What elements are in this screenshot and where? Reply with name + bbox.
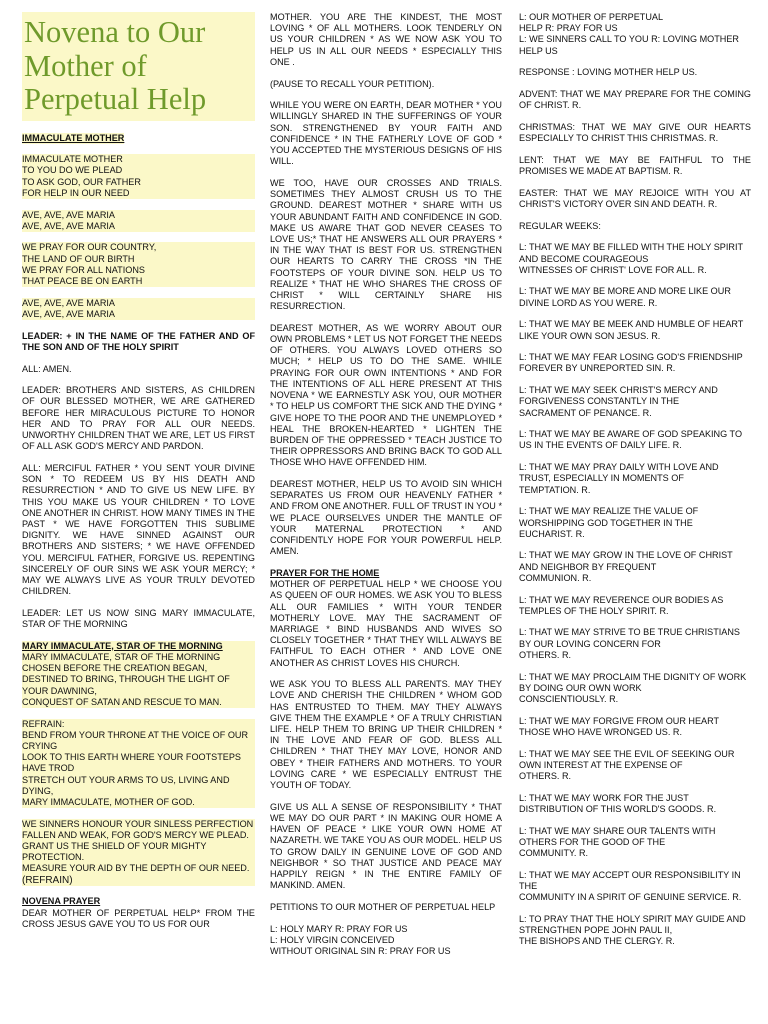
petition-item (519, 242, 751, 276)
pause-instruction: (PAUSE TO RECALL YOUR PETITION). (270, 78, 435, 89)
petition-line: COMMUNION. R. (519, 572, 592, 583)
petition-line: L: THAT WE MAY PRAY DAILY WITH LOVE AND TRUST, ESPECIALLY IN MOMENTS OF (519, 462, 719, 484)
petition-item (519, 870, 751, 904)
petition-line: TEMPTATION. R. (519, 484, 591, 495)
petition-line: L: THAT WE MAY FEAR LOSING GOD'S FRIENDSHIP FOREVER BY UNREPORTED SIN. R. (519, 352, 743, 374)
verse-line: AVE, AVE, AVE MARIA (22, 297, 115, 308)
refrain-tag: (REFRAIN) (22, 874, 73, 886)
verse-line: IMMACULATE MOTHER (22, 154, 123, 165)
litany-line: HELP R: PRAY FOR US (519, 23, 618, 34)
column-middle (270, 12, 502, 968)
hymn-mary-immaculate (22, 641, 255, 708)
leader-introduction: LEADER: BROTHERS AND SISTERS, AS CHILDREN OF OUR BLESSED MOTHER, WE ARE GATHERED BEFORE HER MIRACULOUS PICTURE TO HONOR HER AND TO PRAY FOR ALL OUR NEEDS. UNWORTHY CHILDREN THAT WE ARE, LET US FIRST OF ALL ASK GOD'S MERCY AND PARDON. (22, 385, 255, 452)
petition-item (519, 385, 751, 419)
regular-weeks-heading: REGULAR WEEKS: (519, 220, 601, 231)
verse-line: FALLEN AND WEAK, FOR GOD'S MERCY WE PLEAD. (22, 829, 249, 840)
petition-line: L: THAT WE MAY BE MORE AND MORE LIKE OUR DIVINE LORD AS YOU WERE. R. (519, 286, 731, 308)
prayer-for-home-section (270, 568, 502, 669)
verse-line: THAT PEACE BE ON EARTH (22, 276, 143, 287)
petition-christmas: CHRISTMAS: THAT WE MAY GIVE OUR HEARTS ESPECIALLY TO CHRIST THIS CHRISTMAS. R. (519, 121, 751, 144)
verse-line: TO ASK GOD, OUR FATHER (22, 176, 141, 187)
petition-line: OTHERS. R. (519, 649, 572, 660)
hymn-refrain (22, 719, 255, 809)
petition-line: L: THAT WE MAY REALIZE THE VALUE OF WORSHIPPING GOD TOGETHER IN THE (519, 506, 699, 528)
petition-list (519, 242, 751, 947)
document-title: Novena to Our Mother of Perpetual Help (22, 12, 255, 121)
petition-item (519, 672, 751, 706)
verse-line: WE PRAY FOR OUR COUNTRY, (22, 242, 157, 253)
verse-line: MARY IMMACULATE, STAR OF THE MORNING (22, 652, 221, 663)
petition-line: L: THAT WE MAY SHARE OUR TALENTS WITH OTHERS FOR THE GOOD OF THE (519, 825, 716, 847)
column-right (519, 12, 751, 958)
petition-item (519, 716, 751, 738)
litany-opening (519, 12, 751, 57)
petition-line: EUCHARIST. R. (519, 528, 585, 539)
petition-line: THE BISHOPS AND THE CLERGY. R. (519, 936, 675, 947)
leader-sing-instruction: LEADER: LET US NOW SING MARY IMMACULATE, STAR OF THE MORNING (22, 607, 255, 630)
verse-line: REFRAIN: (22, 718, 65, 729)
petition-line: L: THAT WE MAY BE AWARE OF GOD SPEAKING TO US IN THE EVENTS OF DAILY LIFE. R. (519, 429, 743, 451)
petition-item (519, 826, 751, 860)
novena-prayer-text: DEAR MOTHER OF PERPETUAL HELP* FROM THE CROSS JESUS GAVE YOU TO US FOR OUR (22, 907, 255, 929)
petition-item (519, 429, 751, 451)
verse-line: FOR HELP IN OUR NEED (22, 187, 130, 198)
hymn-ave-1 (22, 210, 255, 232)
novena-prayer-section (22, 896, 255, 930)
verse-line: THE LAND OF OUR BIRTH (22, 253, 135, 264)
column-left (22, 12, 255, 930)
verse-line: STRETCH OUT YOUR ARMS TO US, LIVING AND DYING, (22, 774, 230, 796)
verse-line: WE PRAY FOR ALL NATIONS (22, 264, 145, 275)
verse-line: GRANT US THE SHIELD OF YOUR MIGHTY PROTECTION. (22, 841, 207, 863)
litany-line: L: HOLY MARY R: PRAY FOR US (270, 923, 408, 934)
petition-item (519, 462, 751, 496)
petition-item (519, 627, 751, 661)
verse-line: AVE, AVE, AVE MARIA (22, 308, 115, 319)
all-merciful-father-prayer: ALL: MERCIFUL FATHER * YOU SENT YOUR DIVINE SON * TO REDEEM US BY HIS DEATH AND RESURRECTION * AND TO GIVE US NEW LIFE. BY THIS YOU MAKE US YOUR CHILDREN * TO LOVE ONE ANOTHER IN CHRIST. HOW MANY TIMES IN THE PAST * WE HAVE FORGOTTEN THIS SUBLIME DIGNITY. WE HAVE SINNED AGAINST OUR BROTHERS AND SISTERS; * WE HAVE OFFENDED YOU. MERCIFUL FATHER, FORGIVE US. REPENTING SINCERELY OF OUR SINS WE ASK YOUR MERCY; * MAY WE ALWAYS LIVE AS YOUR TRULY DEVOTED CHILDREN. (22, 462, 255, 597)
verse-line: MEASURE YOUR AID BY THE DEPTH OF OUR NEED. (22, 863, 250, 874)
novena-paragraph: DEAREST MOTHER, HELP US TO AVOID SIN WHICH SEPARATES US FROM OUR HEAVENLY FATHER * AND FROM ONE ANOTHER. FULL OF TRUST IN YOU * WE PLACE OURSELVES UNDER THE MANTLE OF YOUR MATERNAL PROTECTION * AND CONFIDENTLY HOPE FOR YOUR POWERFUL HELP. AMEN. (270, 479, 502, 557)
petition-item (519, 352, 751, 374)
petition-line: L: THAT WE MAY BE MEEK AND HUMBLE OF HEART LIKE YOUR OWN SON JESUS. R. (519, 319, 744, 341)
home-prayer-paragraph: WE ASK YOU TO BLESS ALL PARENTS. MAY THEY LOVE AND CHERISH THE CHILDREN * WHOM GOD HAS ENTRUSTED TO THEM. MAY THEY ALWAYS GIVE THEM THE EXAMPLE * OF A TRULY CHRISTIAN LIFE. HELP THEM TO BRING UP THEIR CHILDREN * IN THE LOVE AND FEAR OF GOD. BLESS ALL CHILDREN * THAT THEY MAY LOVE, HONOR AND OBEY * THEIR FATHERS AND MOTHERS. TO YOUR LOVING CARE * WE ESPECIALLY ENTRUST THE YOUTH OF TODAY. (270, 679, 502, 791)
petition-item (519, 319, 751, 341)
petition-line: L: THAT WE MAY FORGIVE FROM OUR HEART THOSE WHO HAVE WRONGED US. R. (519, 715, 719, 737)
petition-line: L: THAT WE MAY PROCLAIM THE DIGNITY OF WORK BY DOING OUR OWN WORK (519, 671, 747, 693)
petition-line: AND BECOME COURAGEOUS (519, 253, 649, 264)
petition-line: L: THAT WE MAY REVERENCE OUR BODIES AS TEMPLES OF THE HOLY SPIRIT. R. (519, 594, 724, 616)
petition-item (519, 793, 751, 815)
petition-item (519, 550, 751, 584)
verse-line: LOOK TO THIS EARTH WHERE YOUR FOOTSTEPS HAVE TROD (22, 752, 241, 774)
petition-item (519, 506, 751, 540)
petition-line: L: THAT WE MAY STRIVE TO BE TRUE CHRISTIANS BY OUR LOVING CONCERN FOR (519, 627, 740, 649)
novena-paragraph: DEAREST MOTHER, AS WE WORRY ABOUT OUR OWN PROBLEMS * LET US NOT FORGET THE NEEDS OF OTHERS. YOU ALWAYS LOVED OTHERS SO MUCH; * HELP US TO DO THE SAME. WHILE PRAYING FOR OUR OWN INTENTIONS * AND FOR THE INTENTIONS OF ALL HERE PRESENT AT THIS NOVENA * WE EARNESTLY ASK YOU, OUR MOTHER * TO HELP US COMFORT THE SICK AND THE DYING * GIVE HOPE TO THE POOR AND THE UNEMPLOYED * HEAL THE BROKEN-HEARTED * LIGHTEN THE BURDEN OF THE OPPRESSED * TEACH JUSTICE TO THEIR OPPRESSORS AND BRING BACK TO GOD ALL THOSE WHO HAVE OFFENDED HIM. (270, 322, 502, 468)
verse-line: DESTINED TO BRING, THROUGH THE LIGHT OF YOUR DAWNING, (22, 674, 230, 696)
litany-line: L: WE SINNERS CALL TO YOU R: LOVING MOTHER HELP US (519, 34, 739, 56)
petitions-heading: PETITIONS TO OUR MOTHER OF PERPETUAL HELP (270, 901, 496, 912)
verse-line: CHOSEN BEFORE THE CREATION BEGAN, (22, 663, 208, 674)
verse-line: MARY IMMACULATE, MOTHER OF GOD. (22, 796, 195, 807)
petition-line: L: THAT WE MAY WORK FOR THE JUST DISTRIBUTION OF THIS WORLD'S GOODS. R. (519, 792, 717, 814)
litany-line: L: OUR MOTHER OF PERPETUAL (519, 12, 664, 22)
hymn-verse-country (22, 242, 255, 287)
petition-item (519, 749, 751, 783)
section-heading-mary-immaculate: MARY IMMACULATE, STAR OF THE MORNING (22, 640, 223, 651)
petition-line: COMMUNITY. R. (519, 847, 589, 858)
verse-line: CONQUEST OF SATAN AND RESCUE TO MAN. (22, 696, 222, 707)
verse-line: AVE, AVE, AVE MARIA (22, 220, 115, 231)
home-prayer-paragraph: GIVE US ALL A SENSE OF RESPONSIBILITY * THAT WE MAY DO OUR PART * IN MAKING OUR HOME A HAVEN OF PEACE * LIKE YOUR OWN HOME AT NAZARETH. WE TAKE YOU AS OUR MODEL. HELP US TO GROW DAILY IN GENUINE LOVE OF GOD AND NEIGHBOR * SO THAT JUSTICE AND PEACE MAY HAPPILY REIGN * IN THE ENTIRE FAMILY OF MANKIND. AMEN. (270, 801, 502, 891)
leader-sign-of-cross: LEADER: + IN THE NAME OF THE FATHER AND OF THE SON AND OF THE HOLY SPIRIT (22, 330, 255, 352)
petition-easter: EASTER: THAT WE MAY REJOICE WITH YOU AT CHRIST'S VICTORY OVER SIN AND DEATH. R. (519, 187, 751, 209)
petition-line: COMMUNITY IN A SPIRIT OF GENUINE SERVICE. R. (519, 892, 742, 903)
hymn-verse-sinners (22, 819, 255, 886)
section-heading-immaculate-mother: IMMACULATE MOTHER (22, 132, 125, 143)
verse-line: WE SINNERS HONOUR YOUR SINLESS PERFECTION (22, 818, 254, 829)
petition-item (519, 914, 751, 948)
petition-line: L: TO PRAY THAT THE HOLY SPIRIT MAY GUIDE AND STRENGTHEN POPE JOHN PAUL II, (519, 913, 746, 935)
hymn-verse-immaculate (22, 154, 255, 199)
petition-line: OTHERS. R. (519, 770, 572, 781)
petition-advent: ADVENT: THAT WE MAY PREPARE FOR THE COMING OF CHRIST. R. (519, 89, 751, 111)
petition-item (519, 286, 751, 308)
petition-line: L: THAT WE MAY ACCEPT OUR RESPONSIBILITY IN THE (519, 869, 741, 891)
home-prayer-paragraph: MOTHER OF PERPETUAL HELP * WE CHOOSE YOU AS QUEEN OF OUR HOMES. WE ASK YOU TO BLESS ALL OUR FAMILIES * WITH YOUR TENDER MOTHERLY LOVE. MAY THE SACRAMENT OF MARRIAGE * BIND HUSBANDS AND WIVES SO CLOSELY TOGETHER * THAT THEY WILL ALWAYS BE FAITHFUL TO EACH OTHER * AND LOVE ONE ANOTHER AS CHRIST LOVES HIS CHURCH. (270, 579, 502, 668)
verse-line: AVE, AVE, AVE MARIA (22, 209, 115, 220)
section-heading-prayer-for-home: PRAYER FOR THE HOME (270, 567, 380, 578)
petition-line: WITNESSES OF CHRIST' LOVE FOR ALL. R. (519, 264, 707, 275)
verse-line: BEND FROM YOUR THRONE AT THE VOICE OF OUR CRYING (22, 729, 249, 751)
hymn-ave-2 (22, 298, 255, 320)
litany (270, 924, 502, 958)
petition-line: L: THAT WE MAY SEEK CHRIST'S MERCY AND FORGIVENESS CONSTANTLY IN THE (519, 385, 718, 407)
verse-line: TO YOU DO WE PLEAD (22, 165, 123, 176)
petition-line: L: THAT WE MAY SEE THE EVIL OF SEEKING OUR OWN INTEREST AT THE EXPENSE OF (519, 748, 735, 770)
petition-line: SACRAMENT OF PENANCE. R. (519, 407, 652, 418)
litany-line: L: HOLY VIRGIN CONCEIVED (270, 934, 395, 945)
petition-line: CONSCIENTIOUSLY. R. (519, 693, 619, 704)
petition-line: L: THAT WE MAY BE FILLED WITH THE HOLY SPIRIT (519, 242, 744, 253)
petition-item (519, 595, 751, 617)
response-line: RESPONSE : LOVING MOTHER HELP US. (519, 67, 698, 78)
petition-lent: LENT: THAT WE MAY BE FAITHFUL TO THE PROMISES WE MADE AT BAPTISM. R. (519, 154, 751, 177)
novena-paragraph: MOTHER. YOU ARE THE KINDEST, THE MOST LOVING * OF ALL MOTHERS. LOOK TENDERLY ON US YOUR CHILDREN * AS WE NOW ASK YOU TO HELP US IN ALL OUR NEEDS * ESPECIALLY THIS ONE . (270, 12, 502, 67)
all-amen: ALL: AMEN. (22, 363, 72, 374)
litany-line: WITHOUT ORIGINAL SIN R: PRAY FOR US (270, 946, 451, 957)
petition-line: L: THAT WE MAY GROW IN THE LOVE OF CHRIST AND NEIGHBOR BY FREQUENT (519, 550, 733, 572)
section-heading-novena-prayer: NOVENA PRAYER (22, 896, 101, 907)
novena-paragraph: WHILE YOU WERE ON EARTH, DEAR MOTHER * YOU WILLINGLY SHARED IN THE SUFFERINGS OF YOUR SON. STRENGTHENED BY YOUR FAITH AND CONFIDENCE * IN THE FATHERLY LOVE OF GOD * YOU ACCEPTED THE MYSTERIOUS DESIGNS OF HIS WILL. (270, 100, 502, 167)
novena-paragraph: WE TOO, HAVE OUR CROSSES AND TRIALS. SOMETIMES THEY ALMOST CRUSH US TO THE GROUND. DEAREST MOTHER * SHARE WITH US YOUR ABUNDANT FAITH AND CONFIDENCE IN GOD. MAKE US AWARE THAT GOD NEVER CEASES TO LOVE US;* THAT HE ANSWERS ALL OUR PRAYERS * IN THE WAY THAT IS BEST FOR US. STRENGTHEN OUR HEARTS TO CARRY THE CROSS *IN THE FOOTSTEPS OF YOUR DIVINE SON. HELP US TO REALIZE * THAT HE WHO SHARES THE CROSS OF CHRIST * WILL CERTAINLY SHARE HIS RESURRECTION. (270, 177, 502, 312)
